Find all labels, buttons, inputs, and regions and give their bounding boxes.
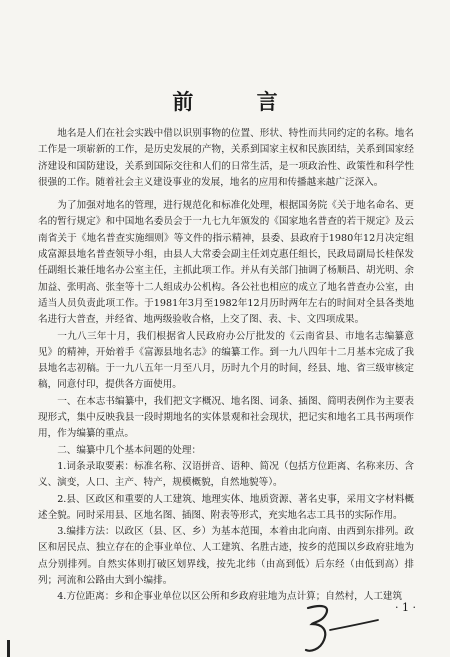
scan-edge-mark — [7, 640, 10, 657]
page-number: · 1 · — [395, 601, 416, 614]
paragraph: 4.方位距离：乡和企事业单位以区公所和乡政府驻地为点计算；自然村，人工建筑 — [57, 591, 403, 603]
paragraph: 一九八三年十月，我们根据省人民政府办公厅批发的《云南省县、市地名志编纂意见》的精神，开始着手《富源县地名志》的编纂工作。到一九八四年十二月基本完成了我县地名志初稿。于一九八五年一月至八月，历时九个月的时间，经县、地、省三级审核定稿，同意付印，提供各方面使用。 — [38, 330, 414, 391]
paragraph: 为了加强对地名的管理，进行规范化和标准化处理，根据国务院《关于地名命名、更名的暂行规定》和中国地名委员会于一九七九年颁发的《国家地名普查的若干规定》及云南省关于《地名普查实施细则》等文件的指示精神，县委、县政府于1980年12月决定组成富源县地名普查领导小组，由县人大常委会副主任刘克惠任组长，民政局副局长桂保发任副组长兼任地名办公室主任，主抓此项工作。并从有关部门抽调了杨顺昌、胡光明、余加益、张明高、张奎等十二人组成办公机构。各公社也相应的成立了地名普查办公室，由适当人员负责此项工作。于1981年3月至1982年12月历时两年左右的时间对全县各类地名进行大普查，并经省、地两级验收合格，上交了图、表、卡、文四项成果。 — [38, 200, 414, 326]
document-body — [38, 126, 414, 606]
paragraph: 2.县、区政区和重要的人工建筑、地理实体、地质资源、著名史事，采用文字材料概述全貌。同时采用县、区地名图、插图、附表等形式，充实地名志工具书的实际作用。 — [38, 493, 414, 521]
page-title: 前 言 — [172, 89, 306, 114]
handwritten-mark-icon — [300, 600, 390, 655]
paragraph: 地名是人们在社会实践中借以识别事物的位置、形状、特性而共同约定的名称。地名工作是一项崭新的工作，是历史发展的产物，关系到国家主权和民族团结，关系到国家经济建设和国防建设，关系到国际交往和人们的日常生活，是一项政治性、政策性和科学性很强的工作。随着社会主义建设事业的发展，地名的应用和传播越来越广泛深入。 — [38, 128, 414, 188]
paragraph: 3.编排方法：以政区（县、区、乡）为基本范围，本着由北向南、由西到东排列。政区和居民点、独立存在的企事业单位、人工建筑、名胜古迹，按乡的范围以乡政府驻地为点分别排列。自然实体则打破区划界线，按先北纬（由高到低）后东经（由低到高）排列；河流和公路由大到小编排。 — [38, 526, 414, 587]
paragraph: 二、编纂中几个基本问题的处理： — [57, 444, 202, 456]
paragraph: 一、在本志书编纂中，我们把文字概况、地名图、词条、插图、简明表例作为主要表现形式，集中反映我县一段时期地名的实体景观和社会现状，把记实和地名工具书两项作用，作为编纂的重点。 — [38, 395, 414, 440]
paragraph: 1.词条录取要素：标准名称、汉语拼音、语种、简况（包括方位距离、名称来历、含义、演变，人口、主产、特产，规模概貌，自然地貌等）。 — [38, 460, 414, 489]
